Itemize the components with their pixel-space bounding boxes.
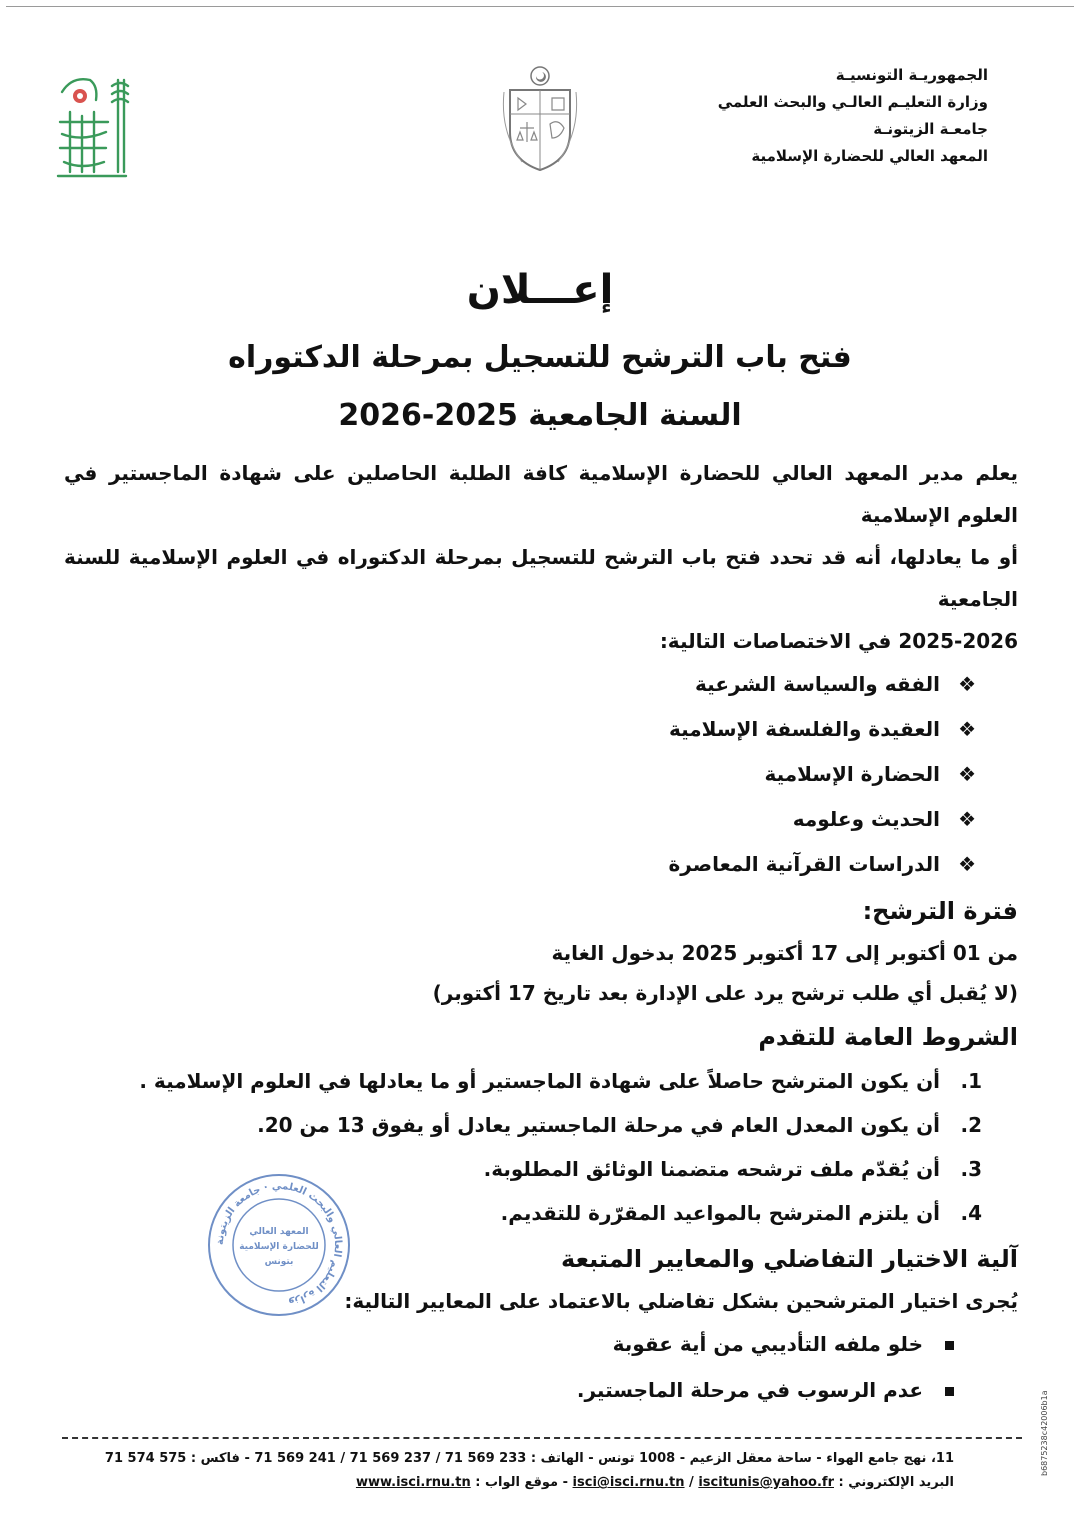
email-link-primary[interactable]: isci@isci.rnu.tn bbox=[572, 1475, 685, 1490]
condition-number: 3. bbox=[960, 1157, 982, 1181]
header-line: جامعـة الزيتونـة bbox=[873, 120, 988, 138]
announcement-subtitle: فتح باب الترشح للتسجيل بمرحلة الدكتوراه bbox=[228, 340, 852, 375]
footer-contacts bbox=[110, 1471, 954, 1495]
header-line: وزارة التعليـم العالـي والبحث العلمي bbox=[717, 93, 988, 111]
specialty-label: الحديث وعلومه bbox=[792, 807, 940, 831]
condition-text: أن يُقدّم ملف ترشحه متضمنا الوثائق المطلوبة. bbox=[483, 1157, 940, 1181]
header-line: الجمهوريـة التونسيـة bbox=[835, 66, 988, 84]
list-item bbox=[64, 707, 976, 752]
tunisia-coat-of-arms-icon bbox=[500, 62, 580, 174]
email-separator: / bbox=[684, 1475, 699, 1490]
stamp-line: بتونس bbox=[264, 1257, 294, 1267]
condition-text: أن يكون المترشح حاصلاً على شهادة الماجستير أو ما يعادلها في العلوم الإسلامية . bbox=[139, 1069, 940, 1093]
list-item bbox=[64, 1147, 982, 1191]
specialty-label: الحضارة الإسلامية bbox=[764, 762, 940, 786]
list-item bbox=[64, 842, 976, 887]
criterion-text: عدم الرسوب في مرحلة الماجستير. bbox=[576, 1378, 923, 1402]
institution-header bbox=[718, 62, 988, 170]
stamp-line: للحضارة الإسلامية bbox=[239, 1242, 319, 1252]
email-label: البريد الإلكتروني : bbox=[838, 1475, 954, 1490]
condition-text: أن يكون المعدل العام في مرحلة الماجستير يعادل أو يفوق 13 من 20. bbox=[257, 1113, 940, 1137]
square-bullet-icon bbox=[945, 1341, 954, 1350]
top-border bbox=[6, 6, 1074, 7]
list-item bbox=[64, 1191, 982, 1235]
diamond-bullet-icon: ❖ bbox=[958, 807, 976, 831]
footer-address: 11، نهج جامع الهواء - ساحة معقل الزعيم - 1008 تونس - الهاتف : 233 569 71 / 237 569 71 / 241 569 71 - فاكس : 575 574 71 bbox=[104, 1451, 954, 1466]
intro-line: يعلم مدير المعهد العالي للحضارة الإسلامية كافة الطلبة الحاصلين على شهادة الماجستير في العلوم الإسلامية bbox=[64, 461, 1018, 527]
diamond-bullet-icon: ❖ bbox=[958, 852, 976, 876]
list-item bbox=[64, 797, 976, 842]
announcement-title-block bbox=[0, 262, 1080, 436]
footer-divider bbox=[62, 1437, 1022, 1439]
condition-number: 1. bbox=[960, 1069, 982, 1093]
period-heading: فترة الترشح: bbox=[862, 897, 1018, 925]
criteria-list bbox=[64, 1321, 1018, 1413]
list-item bbox=[64, 1321, 954, 1367]
condition-text: أن يلتزم المترشح بالمواعيد المقرّرة للتقديم. bbox=[500, 1201, 940, 1225]
footer bbox=[104, 1447, 954, 1495]
site-separator: - bbox=[558, 1475, 569, 1490]
intro-line: 2025-2026 في الاختصاصات التالية: bbox=[659, 629, 1018, 653]
selection-heading: آلية الاختيار التفاضلي والمعايير المتبعة bbox=[561, 1245, 1018, 1273]
site-label: موقع الواب : bbox=[475, 1475, 559, 1490]
criterion-text: خلو ملفه التأديبي من أية عقوبة bbox=[612, 1332, 923, 1356]
specialty-label: الفقه والسياسة الشرعية bbox=[695, 672, 940, 696]
specialty-label: الدراسات القرآنية المعاصرة bbox=[668, 852, 940, 876]
period-note: (لا يُقبل أي طلب ترشح يرد على الإدارة بعد تاريخ 17 أكتوبر) bbox=[432, 981, 1018, 1005]
stamp-ring-text: وزارة التعليم العالي والبحث العلمي · جامعة الزيتونة bbox=[214, 1180, 344, 1309]
diamond-bullet-icon: ❖ bbox=[958, 717, 976, 741]
official-stamp bbox=[206, 1172, 352, 1318]
announcement-title: إعـــلان bbox=[466, 267, 614, 313]
period-dates: من 01 أكتوبر إلى 17 أكتوبر 2025 بدخول الغاية bbox=[551, 941, 1018, 965]
diamond-bullet-icon: ❖ bbox=[958, 762, 976, 786]
document-code: b6875238c42006b1a bbox=[1040, 1390, 1049, 1476]
conditions-heading: الشروط العامة للتقدم bbox=[758, 1023, 1018, 1051]
condition-number: 2. bbox=[960, 1113, 982, 1137]
stamp-line: المعهد العالي bbox=[249, 1227, 309, 1237]
specialty-label: العقيدة والفلسفة الإسلامية bbox=[668, 717, 940, 741]
institute-calligraphy-logo-icon bbox=[50, 72, 135, 184]
academic-year: السنة الجامعية 2025-2026 bbox=[338, 398, 742, 433]
diamond-bullet-icon: ❖ bbox=[958, 672, 976, 696]
intro-line: أو ما يعادلها، أنه قد تحدد فتح باب الترشح للتسجيل بمرحلة الدكتوراه في العلوم الإسلامية للسنة الجامعية bbox=[64, 545, 1018, 611]
intro-paragraph bbox=[64, 452, 1018, 662]
list-item bbox=[64, 1367, 954, 1413]
list-item bbox=[64, 1103, 982, 1147]
list-item bbox=[64, 752, 976, 797]
list-item bbox=[64, 662, 976, 707]
square-bullet-icon bbox=[945, 1387, 954, 1396]
website-link[interactable]: www.isci.rnu.tn bbox=[355, 1475, 471, 1490]
selection-intro: يُجرى اختيار المترشحين بشكل تفاضلي بالاعتماد على المعايير التالية: bbox=[344, 1289, 1018, 1313]
header-line: المعهد العالي للحضارة الإسلامية bbox=[751, 147, 988, 165]
email-link-secondary[interactable]: iscitunis@yahoo.fr bbox=[698, 1475, 834, 1490]
list-item bbox=[64, 1059, 982, 1103]
condition-number: 4. bbox=[960, 1201, 982, 1225]
specialties-list bbox=[64, 662, 1018, 887]
